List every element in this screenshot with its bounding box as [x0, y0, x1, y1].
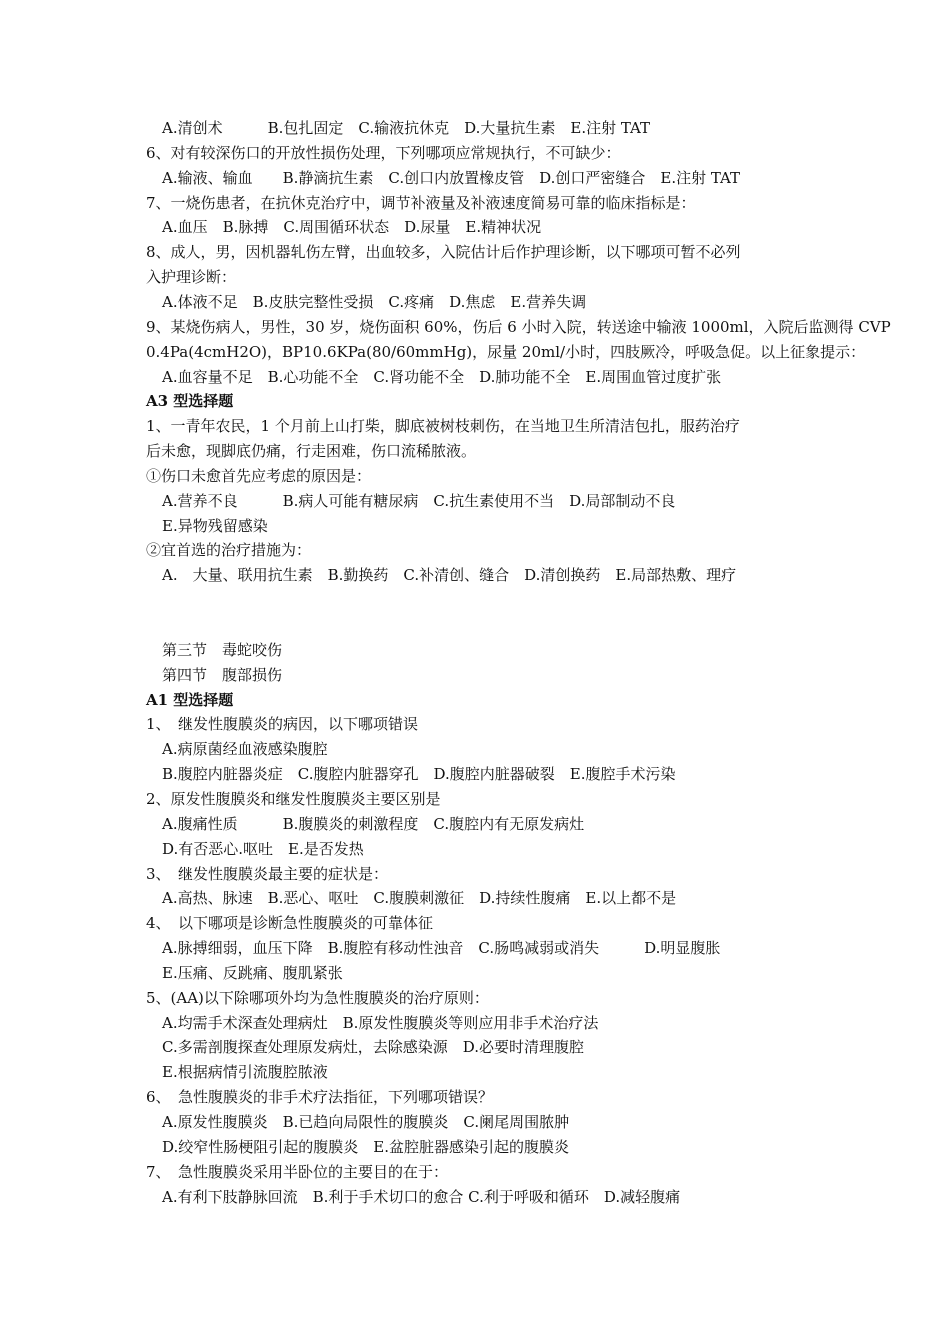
- text-line: 1、一青年农民，1 个月前上山打柴，脚底被树枝刺伤，在当地卫生所清洁包扎，服药治疗: [146, 417, 740, 435]
- text-line: A.输液、输血 B.静滴抗生素 C.创口内放置橡皮管 D.创口严密缝合 E.注射 TAT: [162, 169, 741, 187]
- text-line: 9、某烧伤病人，男性，30 岁，烧伤面积 60%，伤后 6 小时入院，转送途中输液 1000ml，入院后监测得 CVP: [146, 318, 891, 336]
- text-line: A.血压 B.脉搏 C.周围循环状态 D.尿量 E.精神状况: [162, 218, 542, 236]
- text-line: ②宜首选的治疗措施为：: [146, 541, 312, 559]
- text-line: 后未愈，现脚底仍痛，行走困难，伤口流稀脓液。: [146, 442, 477, 460]
- text-line: 1、 继发性腹膜炎的病因，以下哪项错误: [146, 715, 419, 733]
- text-line: A. 大量、联用抗生素 B.勤换药 C.补清创、缝合 D.清创换药 E.局部热敷、理疗: [162, 566, 737, 584]
- text-line: 7、一烧伤患者，在抗休克治疗中，调节补液量及补液速度简易可靠的临床指标是：: [146, 194, 696, 212]
- section-heading: A3 型选择题: [146, 392, 234, 410]
- text-line: A.血容量不足 B.心功能不全 C.肾功能不全 D.肺功能不全 E.周围血管过度扩张: [162, 368, 722, 386]
- text-line: E.根据病情引流腹腔脓液: [162, 1063, 328, 1081]
- text-line: C.多需剖腹探查处理原发病灶，去除感染源 D.必要时清理腹腔: [162, 1038, 584, 1056]
- text-line: 0.4Pa(4cmH2O)，BP10.6KPa(80/60mmHg)，尿量 20ml/小时，四肢厥冷，呼吸急促。以上征象提示：: [146, 343, 866, 361]
- text-line: A.腹痛性质 B.腹膜炎的刺激程度 C.腹腔内有无原发病灶: [162, 815, 585, 833]
- text-line: A.有利下肢静脉回流 B.利于手术切口的愈合 C.利于呼吸和循环 D.减轻腹痛: [162, 1188, 681, 1206]
- text-line: 第四节 腹部损伤: [162, 666, 283, 684]
- text-line: A.清创术 B.包扎固定 C.输液抗休克 D.大量抗生素 E.注射 TAT: [162, 119, 651, 137]
- text-line: A.高热、脉速 B.恶心、呕吐 C.腹膜刺激征 D.持续性腹痛 E.以上都不是: [162, 889, 677, 907]
- text-line: E.压痛、反跳痛、腹肌紧张: [162, 964, 343, 982]
- text-line: E.异物残留感染: [162, 517, 268, 535]
- text-line: A.均需手术深查处理病灶 B.原发性腹膜炎等则应用非手术治疗法: [162, 1014, 599, 1032]
- text-line: 6、对有较深伤口的开放性损伤处理，下列哪项应常规执行，不可缺少：: [146, 144, 621, 162]
- text-line: 7、 急性腹膜炎采用半卧位的主要目的在于：: [146, 1163, 449, 1181]
- text-line: D.绞窄性肠梗阻引起的腹膜炎 E.盆腔脏器感染引起的腹膜炎: [162, 1138, 569, 1156]
- section-heading: A1 型选择题: [146, 691, 234, 709]
- text-line: ①伤口未愈首先应考虑的原因是：: [146, 467, 372, 485]
- text-line: 5、(AA)以下除哪项外均为急性腹膜炎的治疗原则：: [146, 989, 489, 1007]
- text-line: 入护理诊断：: [146, 268, 237, 286]
- text-line: A.原发性腹膜炎 B.已趋向局限性的腹膜炎 C.阑尾周围脓肿: [162, 1113, 570, 1131]
- text-line: 6、 急性腹膜炎的非手术疗法指征，下列哪项错误？: [146, 1088, 494, 1106]
- text-line: 4、 以下哪项是诊断急性腹膜炎的可靠体征: [146, 914, 434, 932]
- text-line: 3、 继发性腹膜炎最主要的症状是：: [146, 865, 389, 883]
- text-line: B.腹腔内脏器炎症 C.腹腔内脏器穿孔 D.腹腔内脏器破裂 E.腹腔手术污染: [162, 765, 676, 783]
- text-line: D.有否恶心.呕吐 E.是否发热: [162, 840, 364, 858]
- text-line: 2、原发性腹膜炎和继发性腹膜炎主要区别是: [146, 790, 441, 808]
- text-line: A.脉搏细弱，血压下降 B.腹腔有移动性浊音 C.肠鸣减弱或消失 D.明显腹胀: [162, 939, 721, 957]
- text-line: 第三节 毒蛇咬伤: [162, 641, 283, 659]
- text-line: A.营养不良 B.病人可能有糖尿病 C.抗生素使用不当 D.局部制动不良: [162, 492, 676, 510]
- text-line: A.体液不足 B.皮肤完整性受损 C.疼痛 D.焦虑 E.营养失调: [162, 293, 587, 311]
- text-line: A.病原菌经血液感染腹腔: [162, 740, 328, 758]
- text-line: 8、成人，男，因机器轧伤左臂，出血较多，入院估计后作护理诊断，以下哪项可暂不必列: [146, 243, 741, 261]
